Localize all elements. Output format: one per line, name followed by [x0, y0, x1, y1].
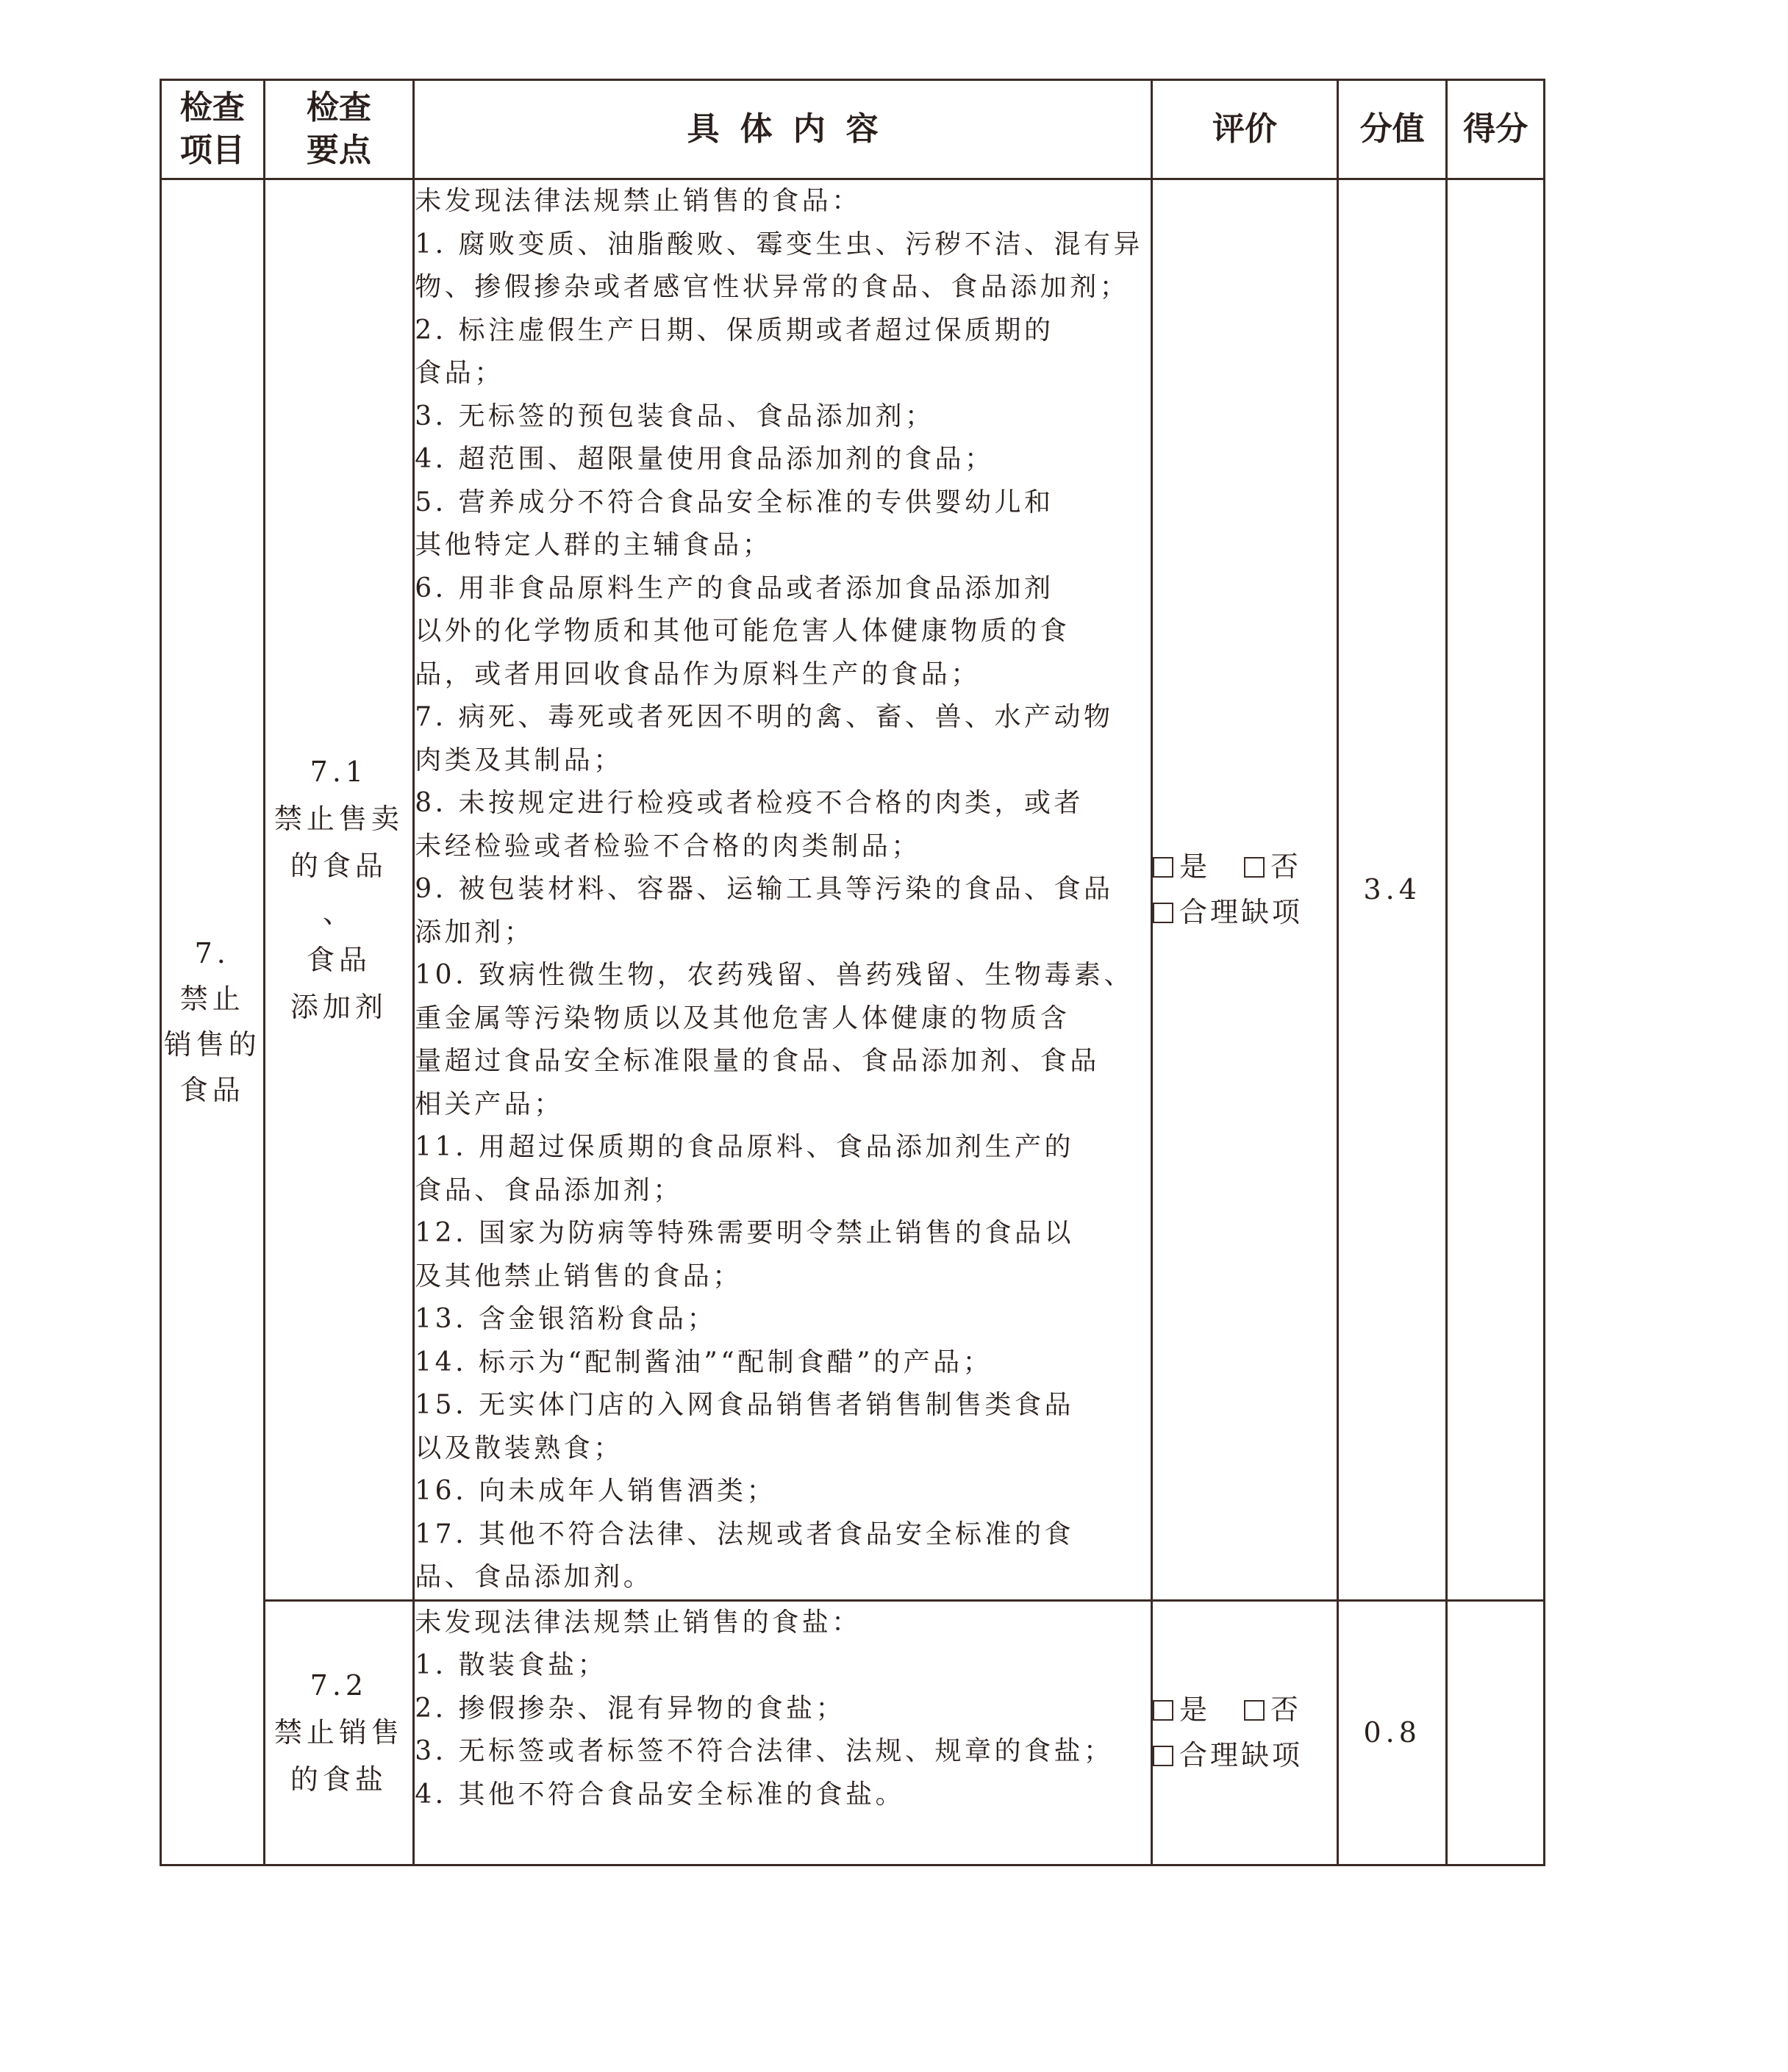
key-cell [264, 1600, 414, 1865]
header-eval-label: 评价 [1212, 110, 1277, 148]
content-line: 添加剂； [415, 917, 534, 947]
content-cell [414, 179, 1152, 1601]
content-line: 5. 营养成分不符合食品安全标准的专供婴幼儿和 [415, 487, 1054, 517]
content-cell [414, 1600, 1152, 1865]
header-got [1447, 80, 1545, 179]
checkbox-no[interactable] [1244, 857, 1265, 878]
header-score-label: 分值 [1359, 110, 1425, 148]
key-label-line: 的食盐 [290, 1763, 387, 1796]
content-line: 品、食品添加剂。 [415, 1562, 654, 1592]
content-line: 8. 未按规定进行检疫或者检疫不合格的肉类，或者 [415, 788, 1084, 818]
score-cell: 3.4 [1337, 179, 1447, 1601]
header-item [161, 80, 265, 179]
eval-yes-label: 是 [1179, 1693, 1210, 1726]
content-line: 以外的化学物质和其他可能危害人体健康物质的食 [415, 616, 1070, 646]
content-line: 16. 向未成年人销售酒类； [415, 1476, 776, 1506]
checkbox-na[interactable] [1153, 903, 1173, 923]
content-line: 未经检验或者检验不合格的肉类制品； [415, 831, 921, 861]
item-label-line: 食品 [179, 1074, 245, 1107]
content-line: 13. 含金银箔粉食品； [415, 1304, 717, 1334]
header-eval [1151, 80, 1337, 179]
content-line: 4. 其他不符合食品安全标准的食盐。 [415, 1779, 906, 1810]
eval-yes-label: 是 [1179, 850, 1210, 883]
content-line: 物、掺假掺杂或者感官性状异常的食品、食品添加剂； [415, 272, 1130, 302]
eval-na [1153, 889, 1337, 935]
header-content [414, 80, 1152, 179]
content-line: 11. 用超过保质期的食品原料、食品添加剂生产的 [415, 1132, 1074, 1162]
header-content-label: 具体内容 [687, 110, 899, 148]
content-line: 10. 致病性微生物，农药残留、兽药残留、生物毒素、 [415, 960, 1134, 990]
content-line: 9. 被包装材料、容器、运输工具等污染的食品、食品 [415, 874, 1114, 904]
key-label-line: 禁止售卖 [273, 803, 404, 836]
eval-cell[interactable] [1151, 179, 1337, 1601]
item-cell [161, 179, 265, 1865]
eval-no-label: 否 [1270, 1693, 1302, 1726]
content-line: 重金属等污染物质以及其他危害人体健康的物质含 [415, 1003, 1070, 1033]
eval-na [1153, 1732, 1337, 1778]
key-label-line: 7.2 [310, 1669, 368, 1702]
content-line: 品，或者用回收食品作为原料生产的食品； [415, 659, 981, 689]
eval-cell[interactable] [1151, 1600, 1337, 1865]
key-label-line: 的食品 [290, 850, 387, 883]
content-line: 2. 标注虚假生产日期、保质期或者超过保质期的 [415, 315, 1054, 345]
content-line: 量超过食品安全标准限量的食品、食品添加剂、食品 [415, 1046, 1100, 1076]
key-label-line: 添加剂 [290, 991, 387, 1024]
eval-yes-no [1153, 844, 1337, 889]
content-line: 12. 国家为防病等特殊需要明令禁止销售的食品以 [415, 1218, 1074, 1248]
score-cell: 0.8 [1337, 1600, 1447, 1865]
header-key-line: 检查 [306, 89, 371, 126]
header-item-line: 检查 [179, 89, 245, 126]
content-line: 15. 无实体门店的入网食品销售者销售制售类食品 [415, 1390, 1074, 1420]
key-cell [264, 179, 414, 1601]
item-label-line: 7. [194, 937, 230, 970]
header-key-line: 要点 [306, 132, 371, 169]
key-label-line: 食品 [306, 944, 371, 977]
checkbox-no[interactable] [1244, 1700, 1265, 1721]
table-row [161, 1600, 1545, 1865]
table-row [161, 179, 1545, 1601]
eval-na-label: 合理缺项 [1179, 1739, 1303, 1771]
content-line: 相关产品； [415, 1089, 564, 1119]
eval-na-label: 合理缺项 [1179, 896, 1303, 929]
content-line: 其他特定人群的主辅食品； [415, 530, 773, 560]
content-line: 1. 腐败变质、油脂酸败、霉变生虫、污秽不洁、混有异 [415, 229, 1144, 259]
header-item-line: 项目 [179, 132, 245, 169]
header-score [1337, 80, 1447, 179]
eval-yes-no [1153, 1687, 1337, 1732]
content-line: 肉类及其制品； [415, 745, 623, 775]
content-line: 食品、食品添加剂； [415, 1175, 683, 1205]
checkbox-yes[interactable] [1153, 1700, 1173, 1721]
content-line: 3. 无标签的预包装食品、食品添加剂； [415, 401, 935, 431]
content-line: 17. 其他不符合法律、法规或者食品安全标准的食 [415, 1519, 1074, 1549]
header-key [264, 80, 414, 179]
item-label-line: 禁止 [179, 983, 245, 1016]
got-cell[interactable] [1447, 1600, 1545, 1865]
content-line: 及其他禁止销售的食品； [415, 1261, 743, 1291]
eval-no-label: 否 [1270, 850, 1302, 883]
content-line: 1. 散装食盐； [415, 1650, 608, 1680]
content-line: 未发现法律法规禁止销售的食品： [415, 186, 862, 216]
content-line: 7. 病死、毒死或者死因不明的禽、畜、兽、水产动物 [415, 702, 1114, 732]
key-label-line: 、 [322, 897, 355, 930]
content-line: 食品； [415, 358, 504, 388]
content-line: 2. 掺假掺杂、混有异物的食盐； [415, 1693, 846, 1724]
header-got-label: 得分 [1463, 110, 1528, 148]
content-line: 6. 用非食品原料生产的食品或者添加食品添加剂 [415, 573, 1054, 603]
header-row [161, 80, 1545, 179]
content-line: 以及散装熟食； [415, 1433, 623, 1463]
content-line: 未发现法律法规禁止销售的食盐： [415, 1607, 862, 1638]
content-line: 3. 无标签或者标签不符合法律、法规、规章的食盐； [415, 1736, 1114, 1766]
content-line: 14. 标示为“配制酱油”“配制食醋”的产品； [415, 1347, 993, 1377]
checkbox-na[interactable] [1153, 1746, 1173, 1766]
inspection-table [160, 79, 1545, 1866]
key-label-line: 7.1 [310, 756, 368, 789]
item-label-line: 销售的 [163, 1028, 261, 1061]
got-cell[interactable] [1447, 179, 1545, 1601]
checkbox-yes[interactable] [1153, 857, 1173, 878]
key-label-line: 禁止销售 [273, 1716, 404, 1749]
content-line: 4. 超范围、超限量使用食品添加剂的食品； [415, 444, 995, 474]
